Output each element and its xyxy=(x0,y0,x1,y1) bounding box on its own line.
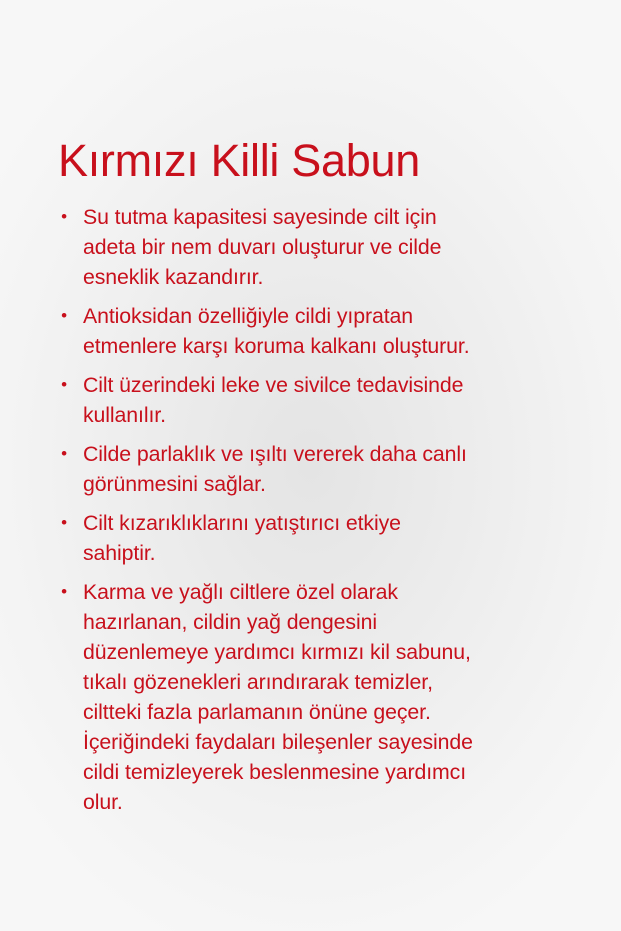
list-item-line: görünmesini sağlar. xyxy=(83,472,266,496)
page-title: Kırmızı Killi Sabun xyxy=(58,135,420,186)
list-item-line: cildi temizleyerek beslenmesine yardımcı xyxy=(83,760,467,784)
list-item xyxy=(58,202,528,292)
feature-list xyxy=(58,202,528,826)
bullet-icon: • xyxy=(61,582,67,601)
list-item-line: hazırlanan, cildin yağ dengesini xyxy=(83,610,377,634)
bullet-icon: • xyxy=(61,207,67,226)
bullet-icon: • xyxy=(61,375,67,394)
list-item-line: Cilde parlaklık ve ışıltı vererek daha canlı xyxy=(83,442,467,466)
list-item-line: esneklik kazandırır. xyxy=(83,265,264,289)
list-item-line: olur. xyxy=(83,790,123,814)
list-item-line: sahiptir. xyxy=(83,541,156,565)
list-item-line: tıkalı gözenekleri arındırarak temizler, xyxy=(83,670,433,694)
list-item xyxy=(58,577,528,817)
list-item xyxy=(58,301,528,361)
list-item xyxy=(58,439,528,499)
list-item-line: düzenlemeye yardımcı kırmızı kil sabunu, xyxy=(83,640,471,664)
bullet-icon: • xyxy=(61,444,67,463)
list-item-line: Cilt kızarıklıklarını yatıştırıcı etkiye xyxy=(83,511,401,535)
bullet-icon: • xyxy=(61,306,67,325)
list-item-line: kullanılır. xyxy=(83,403,166,427)
list-item-line: adeta bir nem duvarı oluşturur ve cilde xyxy=(83,235,442,259)
list-item-line: İçeriğindeki faydaları bileşenler sayesinde xyxy=(83,730,473,754)
list-item-line: ciltteki fazla parlamanın önüne geçer. xyxy=(83,700,431,724)
list-item-line: Su tutma kapasitesi sayesinde cilt için xyxy=(83,205,437,229)
list-item-line: Karma ve yağlı ciltlere özel olarak xyxy=(83,580,398,604)
list-item-line: Antioksidan özelliğiyle cildi yıpratan xyxy=(83,304,414,328)
list-item-line: Cilt üzerindeki leke ve sivilce tedavisinde xyxy=(83,373,464,397)
bullet-icon: • xyxy=(61,513,67,532)
list-item xyxy=(58,370,528,430)
list-item-line: etmenlere karşı koruma kalkanı oluşturur. xyxy=(83,334,470,358)
list-item xyxy=(58,508,528,568)
